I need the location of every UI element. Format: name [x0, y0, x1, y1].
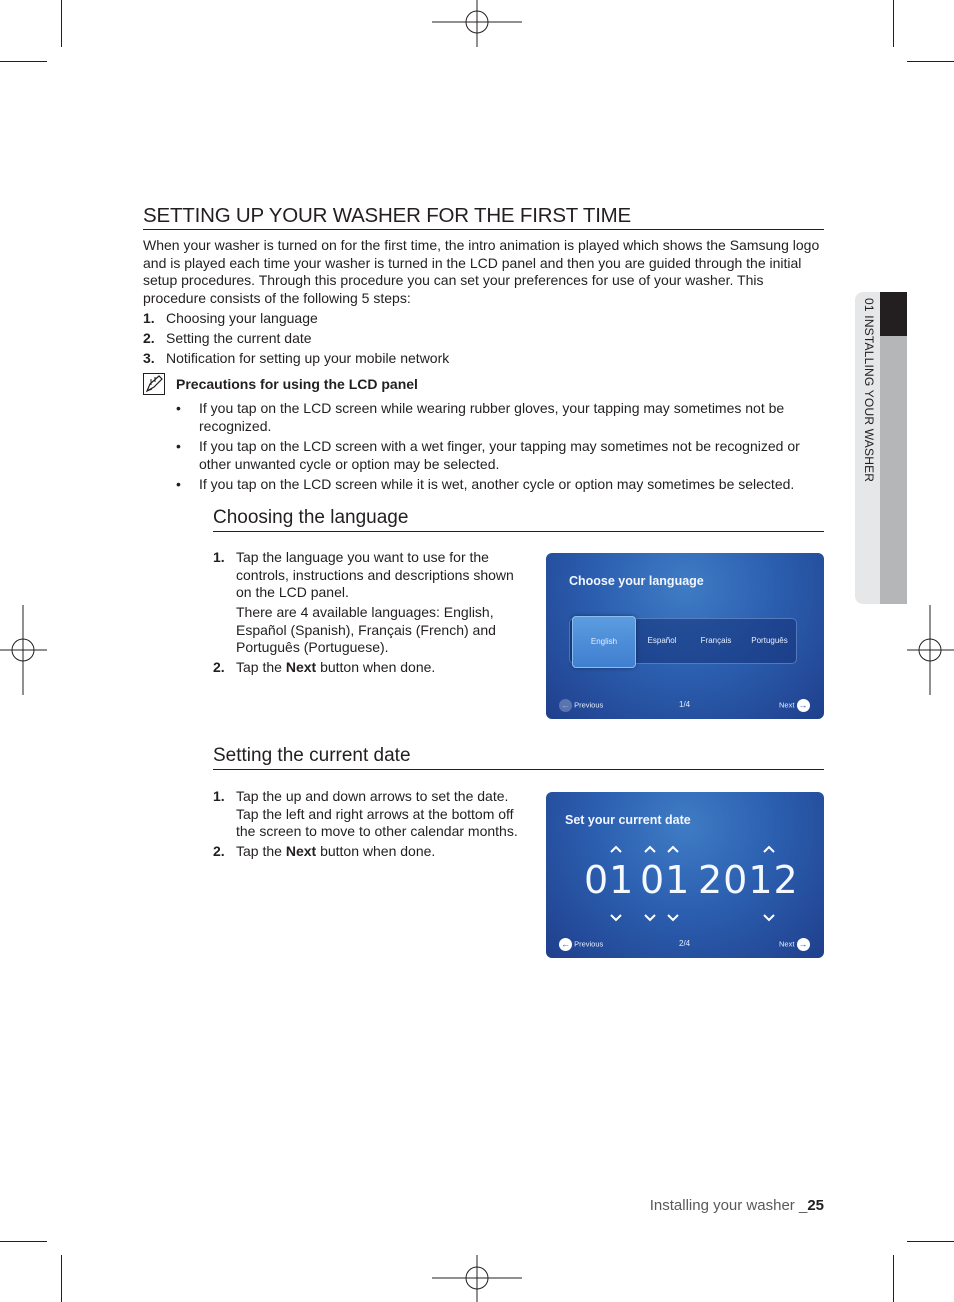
note-pencil-icon	[143, 373, 165, 395]
arrow-right-icon: →	[798, 939, 808, 949]
registration-mark	[432, 1255, 522, 1302]
page-footer	[650, 1197, 824, 1214]
step-text: Tap the up and down arrows to set the date. Tap the left and right arrows at the bottom off the screen to move to other calendar months.	[236, 788, 518, 840]
screen-title: Set your current date	[565, 813, 691, 827]
bullet-text: If you tap on the LCD screen while it is wet, another cycle or option may sometimes be selected.	[199, 476, 795, 492]
intro-paragraph: When your washer is turned on for the first time, the intro animation is played which shows the Samsung logo and is played each time your washer is turned in the LCD panel and then you are guided through the initial setup procedures. Through this procedure you can set your preferences for use of your washer. This procedure consists of the following 5 steps:	[143, 237, 820, 306]
screen-title: Choose your language	[569, 574, 704, 588]
bullet-text: If you tap on the LCD screen with a wet finger, your tapping may sometimes not be recognized or other unwanted cycle or option may be selected.	[199, 438, 800, 472]
next-button[interactable]	[779, 938, 810, 951]
year-value: 2012	[698, 858, 799, 902]
bullet-dot: •	[176, 438, 181, 454]
arrow-left-icon: ←	[561, 700, 570, 710]
step-number: 1.	[213, 788, 225, 804]
previous-label: Previous	[574, 700, 604, 710]
step-text: There are 4 available languages: English, Español (Spanish), Français (French) and Português (Portuguese).	[236, 604, 496, 656]
page-indicator: 2/4	[679, 939, 691, 948]
step-text: Notification for setting up your mobile network	[166, 350, 450, 366]
step-number: 2.	[143, 330, 155, 346]
page-title: SETTING UP YOUR WASHER FOR THE FIRST TIME	[143, 203, 824, 230]
step-number: 2.	[213, 843, 225, 859]
section-heading-date: Setting the current date	[213, 744, 824, 770]
note-title: Precautions for using the LCD panel	[176, 376, 418, 392]
step-number: 1.	[213, 549, 225, 565]
step-text: Tap the language you want to use for the controls, instructions and descriptions shown on the LCD panel.	[236, 549, 514, 601]
year-up-arrow-icon[interactable]	[763, 845, 775, 853]
chapter-tab-marker	[880, 292, 907, 336]
crop-mark	[893, 1255, 894, 1302]
month-down-arrow-icon[interactable]	[610, 914, 622, 922]
arrow-right-icon: →	[798, 700, 808, 710]
day-value: 01	[640, 858, 691, 902]
day-up-arrow-icon[interactable]	[667, 845, 679, 853]
crop-mark	[61, 1255, 62, 1302]
year-down-arrow-icon[interactable]	[763, 914, 775, 922]
bullet-text: If you tap on the LCD screen while wearing rubber gloves, your tapping may sometimes not be recognized.	[199, 400, 785, 434]
step-number: 3.	[143, 350, 155, 366]
previous-label: Previous	[574, 939, 604, 949]
section-heading-language: Choosing the language	[213, 506, 824, 532]
step-number: 2.	[213, 659, 225, 675]
crop-mark	[0, 1241, 47, 1242]
day-down-arrow-icon[interactable]	[667, 914, 679, 922]
bullet-dot: •	[176, 400, 181, 416]
language-option-espanol[interactable]: Español	[647, 636, 677, 645]
crop-mark	[61, 0, 62, 47]
language-option-francais[interactable]: Français	[700, 636, 732, 645]
registration-mark	[432, 0, 522, 47]
crop-mark	[907, 1241, 954, 1242]
crop-mark	[893, 0, 894, 47]
day-up-arrow-icon[interactable]	[644, 845, 656, 853]
day-down-arrow-icon[interactable]	[644, 914, 656, 922]
next-label: Next	[779, 939, 795, 949]
chapter-tab-bar	[880, 336, 907, 604]
previous-button[interactable]	[559, 699, 603, 712]
step-text: Tap the Next button when done.	[236, 843, 436, 859]
crop-mark	[0, 61, 47, 62]
step-number: 1.	[143, 310, 155, 326]
language-selector	[569, 618, 797, 664]
next-button[interactable]	[779, 699, 810, 712]
language-option-portugues[interactable]: Português	[751, 636, 788, 645]
month-up-arrow-icon[interactable]	[610, 845, 622, 853]
arrow-left-icon: ←	[561, 939, 570, 949]
crop-mark	[907, 61, 954, 62]
language-lcd-screen	[546, 553, 824, 719]
step-text: Tap the Next button when done.	[236, 659, 436, 675]
footer-text: Installing your washer _	[649, 1197, 808, 1214]
bullet-dot: •	[176, 476, 181, 492]
previous-button[interactable]	[559, 938, 603, 951]
step-text: Choosing your language	[166, 310, 318, 326]
page-indicator: 1/4	[679, 700, 691, 709]
date-lcd-screen	[546, 792, 824, 958]
language-option-english[interactable]: English	[572, 616, 636, 668]
chapter-tab-label: 01 INSTALLING YOUR WASHER	[862, 298, 876, 483]
registration-mark	[0, 605, 47, 695]
page-number: 25	[807, 1197, 824, 1214]
next-label: Next	[779, 700, 795, 710]
registration-mark	[907, 605, 954, 695]
step-text: Setting the current date	[166, 330, 312, 346]
month-value: 01	[584, 858, 635, 902]
